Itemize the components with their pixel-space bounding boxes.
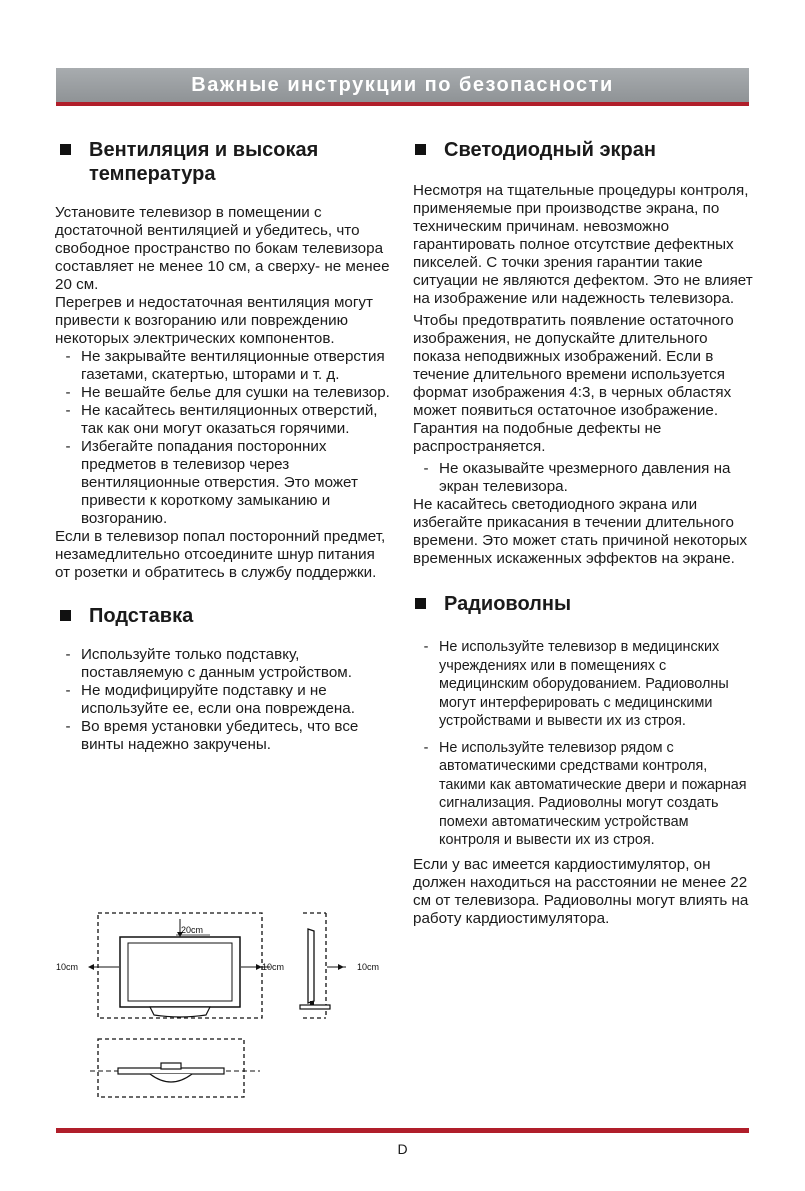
tv-side-stand-icon <box>300 1005 330 1009</box>
right-column <box>413 138 753 928</box>
tv-stand-icon <box>150 1007 210 1017</box>
ventilation-outro: Если в телевизор попал посторонний предмет, незамедлительно отсоедините шнур питания от розетки и обратитесь в службу поддержки. <box>55 528 386 581</box>
left-column <box>55 138 390 754</box>
led-paragraph-2: Чтобы предотвратить появление остаточного изображения, не допускайте длительного показа неподвижных изображений. Если в течение длительного времени используется формат изображения 4:3, в черных областях может появиться остаточное изображение. Гарантия на подобные дефекты не распространяется. <box>413 312 734 455</box>
list-item-text: Не используйте телевизор в медицинских учреждениях или в помещениях с медицинским оборудованием. Радиоволны могут интерферировать с медицинскими устройствами и вывести их из строя. <box>439 639 729 729</box>
section-heading-stand <box>55 604 390 628</box>
list-item-text: Не вешайте белье для сушки на телевизор. <box>81 384 390 401</box>
bullet-square-icon <box>60 610 71 621</box>
radio-outro: Если у вас имеется кардиостимулятор, он должен находиться на расстоянии не менее 22 см от телевизора. Радиоволны могут влиять на работу кардиостимулятора. <box>413 855 749 927</box>
list-item-text: Избегайте попадания посторонних предметов в телевизор через вентиляционные отверстия. Это может привести к короткому замыканию и возгоранию. <box>81 438 358 527</box>
page-title: Важные инструкции по безопасности <box>191 73 614 96</box>
list-item: - Не используйте телевизор в медицинских учреждениях или в помещениях с медицинским оборудованием. Радиоволны могут интерферировать с медицинскими устройствами и вывести их из строя. <box>413 638 753 731</box>
list-item-text: Используйте только подставку, поставляемую с данным устройством. <box>81 646 352 681</box>
list-item: - Во время установки убедитесь, что все винты надежно закручены. <box>55 718 390 754</box>
ventilation-intro: Установите телевизор в помещении с достаточной вентиляцией и убедитесь, что свободное пространство по бокам телевизора составляет не менее 10 см, а сверху- не менее 20 см. <box>55 204 390 293</box>
list-item-text: Не используйте телевизор рядом с автоматическими средствами контроля, такими как автоматические двери и пожарная сигнализация. Радиоволны могут создать помехи автоматическим устройствам контроля и вывести их из строя. <box>439 739 747 848</box>
list-item-text: Не оказывайте чрезмерного давления на экран телевизора. <box>439 460 731 495</box>
list-item-text: Не закрывайте вентиляционные отверстия газетами, скатертью, шторами и т. д. <box>81 348 385 383</box>
bullet-square-icon <box>60 144 71 155</box>
heading-text: Подставка <box>89 605 194 627</box>
top-clearance-label: 20cm <box>181 925 204 935</box>
list-item: - Не закрывайте вентиляционные отверстия газетами, скатертью, шторами и т. д. <box>55 348 390 384</box>
tv-screen-icon <box>128 943 232 1001</box>
tv-top-stand-icon <box>150 1074 192 1082</box>
arrow-head-icon <box>88 964 94 970</box>
list-item: - Не вешайте белье для сушки на телевизор. <box>65 384 390 401</box>
list-item: - Используйте только подставку, поставляемую с данным устройством. <box>55 646 390 682</box>
left-clearance-label: 10cm <box>56 962 79 972</box>
bullet-square-icon <box>415 144 426 155</box>
heading-text: Радиоволны <box>444 593 572 615</box>
right-clearance-label: 10cm <box>262 962 285 972</box>
ventilation-clearance-diagram <box>50 905 390 1105</box>
list-item: - Избегайте попадания посторонних предметов в телевизор через вентиляционные отверстия. Это может привести к короткому замыканию и возгоранию. <box>55 438 390 528</box>
heading-text: Вентиляция и высокая температура <box>89 139 319 185</box>
list-item: - Не используйте телевизор рядом с автоматическими средствами контроля, такими как автоматические двери и пожарная сигнализация. Радиоволны могут создать помехи автоматическим устройствам контроля и вывести их из строя. <box>413 739 753 850</box>
section-heading-led <box>413 138 753 162</box>
side-clearance-label: 10cm <box>357 962 380 972</box>
ventilation-intro2: Перегрев и недостаточная вентиляция могут привести к возгоранию или повреждению некоторых электрических компонентов. <box>55 294 373 347</box>
footer-divider <box>56 1128 749 1133</box>
header-bar <box>56 68 749 106</box>
section-heading-radio <box>413 592 753 616</box>
list-item-text: Не касайтесь вентиляционных отверстий, так как они могут оказаться горячими. <box>81 402 378 437</box>
arrow-head-icon <box>338 964 344 970</box>
led-paragraph-3: Не касайтесь светодиодного экрана или избегайте прикасания в течении длительного времени. Это может стать причиной некоторых временных искаженных эффектов на экране. <box>413 496 748 567</box>
list-item: - Не оказывайте чрезмерного давления на экран телевизора. <box>413 460 753 496</box>
list-item: - Не модифицируйте подставку и не используйте ее, если она повреждена. <box>55 682 390 718</box>
list-item: - Не касайтесь вентиляционных отверстий, так как они могут оказаться горячими. <box>55 402 390 438</box>
bullet-square-icon <box>415 598 426 609</box>
tv-side-icon <box>308 929 314 1003</box>
page-number: D <box>397 1141 408 1157</box>
list-item-text: Во время установки убедитесь, что все винты надежно закручены. <box>81 718 359 753</box>
section-heading-ventilation <box>55 138 390 186</box>
led-paragraph-1: Несмотря на тщательные процедуры контроля, применяемые при производстве экрана, по техническим причинам. невозможно гарантировать полное отсутствие дефектных пикселей. С точки зрения гарантии такие ситуации не являются дефектом. Это не влияет на изображение или надежность телевизора. <box>413 182 753 307</box>
heading-text: Светодиодный экран <box>444 139 656 161</box>
list-item-text: Не модифицируйте подставку и не используйте ее, если она повреждена. <box>81 682 355 717</box>
